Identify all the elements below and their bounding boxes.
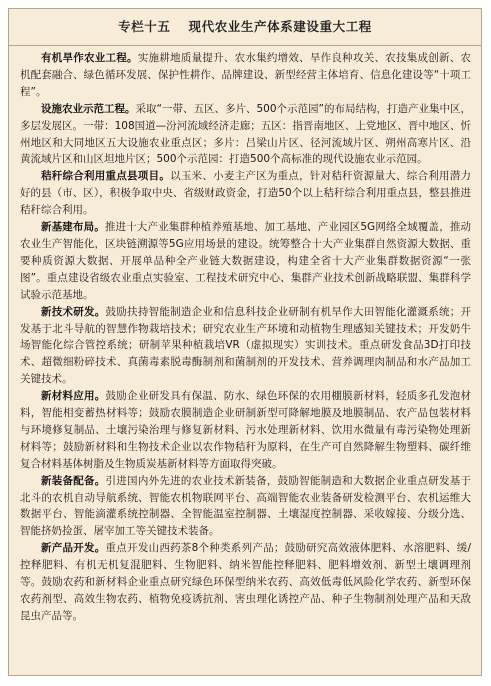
paragraph-new-materials [20,388,471,473]
column-box [8,8,482,676]
paragraph-new-equipment [20,473,471,541]
paragraph-term: 新产品开发。 [41,542,106,555]
paragraph-term: 新装备配备。 [41,474,106,487]
paragraph-text: 重点开发山西药茶8个种类系列产品；鼓励研究高效液体肥料、水溶肥料、缓/控释肥料、有机无机复混肥料、生物肥料、纳米智能控释肥料、肥料增效剂、新型土壤调理剂等。鼓励农药和新材料企业重点研究绿色环保型纳米农药、高效低毒低风险化学农药、新型环保农药剂型、高效生物农药、植物免疫诱抗剂、害虫理化诱控产品、种子生物制剂处理产品和天敌昆虫产品等。 [20,542,472,622]
paragraph-text: 鼓励扶持智能制造企业和信息科技企业研制有机旱作大田智能化灌溉系统；开发基于北斗导航的智慧作物栽培技术；研究农业生产环境和动植物生理感知关键技术；开发奶牛场智能化综合管控系统；研制苹果种植栽培VR（虚拟现实）实训技术。重点研发食品3D打印技术、超微细粉碎技术、真菌毒素脱毒酶制剂和菌制剂的开发技术、营养调理肉制品和水产品加工关键技术。 [20,305,472,386]
column-title: 现代农业生产体系建设重大工程 [188,19,372,34]
paragraph-text: 鼓励企业研发具有保温、防水、绿色环保的农用棚膜新材料，轻质多孔发泡材料，智能相变蓄热材料等；鼓励农膜制造企业研制新型可降解地膜及地膜制品、农产品包装材料与环境修复制品、土壤污染治理与修复新材料、污水处理新材料、饮用水微量有毒污染物处理新材料等；鼓励新材料和生物技术企业以农作物秸秆为原料，在生产可自然降解生物塑料、碳纤维复合材料基体树脂及生物质炭基新材料等方面取得突破。 [20,390,472,470]
column-label: 专栏十五 [118,19,171,34]
paragraph-new-technology [20,304,471,389]
paragraph-new-infrastructure [20,219,471,304]
paragraph-text: 以玉米、小麦主产区为重点，针对秸秆资源量大、综合利用潜力好的县（市、区），积极争取中央、省级财政资金，打造50个以上秸秆综合利用重点县，整县推进秸秆综合利用。 [20,170,471,217]
paragraph-term: 秸秆综合利用重点县项目。 [41,170,171,183]
paragraph-text: 引进国内外先进的农业技术新装备，鼓励智能制造和大数据企业重点研发基于北斗的农机自动导航系统、智能农机物联网平台、高端智能农业装备研发检测平台、农机运维大数据平台、智能滴灌系统控制器、全智能温室控制器、土壤湿度控制器、采收嫁接、分级分选、智能挤奶捡蛋、屠宰加工等关键技术装备。 [20,474,472,538]
paragraph-organic-dry-farming [20,50,471,101]
paragraph-term: 有机旱作农业工程。 [41,52,138,64]
paragraph-straw-utilization [20,168,471,219]
paragraph-facility-agriculture [20,101,471,169]
paragraph-term: 新技术研发。 [41,305,106,318]
paragraph-text: 采取“一带、五区、多片、500个示范园”的布局结构，打造产业集中区，多层发展区。一带：108国道—汾河流域经济走廊；五区：指晋南地区、上党地区、晋中地区、忻州地区和大同地区五大设施农业重点区；多片：吕梁山片区、径河流域片区、朔州高寒片区、沿黄流域片区和山区坦地片区；500个示范园：打造500个高标准的现代设施农业示范园。 [20,102,472,166]
column-header [9,9,481,46]
paragraph-term: 新材料应用。 [41,390,106,403]
paragraph-new-products [20,540,471,625]
paragraph-term: 设施农业示范工程。 [41,102,136,115]
paragraph-text: 推进十大产业集群种植养殖基地、加工基地、产业园区5G网络全域覆盖，推动农业生产智能化，区块链溯源等5G应用场景的建设。统筹整合十大产业集群自然资源大数据、重要种质资源大数据、开展单品种全产业链大数据建设，构建全省十大产业集群数据资源“一张图”。重点建设省级农业重点实验室、工程技术研究中心、集群产业技术创新战略联盟、集群科学试验示范基地。 [20,221,471,301]
column-content [9,46,481,625]
paragraph-text: 实施耕地质量提升、农水集约增效、旱作良种攻关、农技集成创新、农机配套融合、绿色循环发展、保护性耕作、品牌建设、新型经营主体培育、信息化建设等“十项工程”。 [20,52,472,98]
paragraph-term: 新基建布局。 [41,221,105,234]
